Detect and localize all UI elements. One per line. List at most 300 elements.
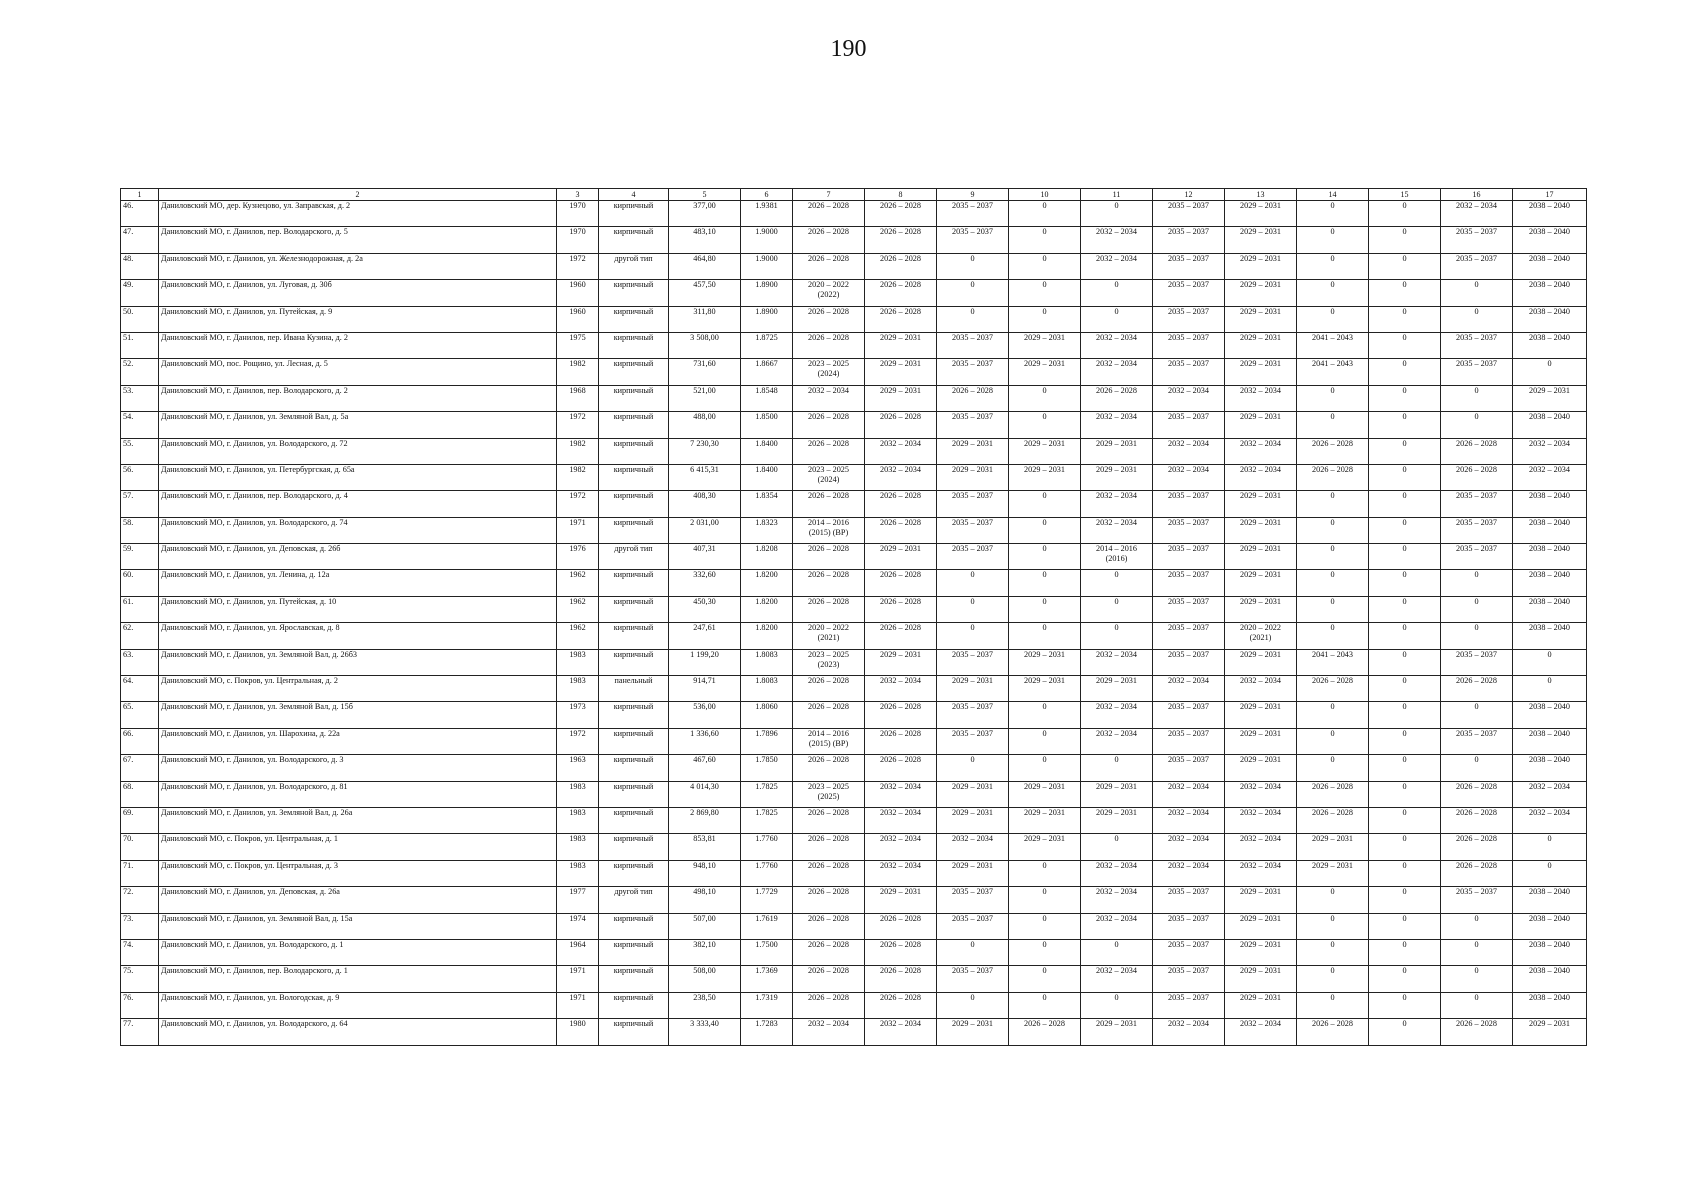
row-number-cell: 53. bbox=[121, 385, 159, 411]
table-cell: 2038 – 2040 bbox=[1513, 939, 1587, 965]
table-cell: 731,60 bbox=[669, 359, 741, 385]
table-cell: 2026 – 2028 bbox=[1297, 438, 1369, 464]
table-cell: 0 bbox=[1369, 676, 1441, 702]
table-cell: 2026 – 2028 bbox=[865, 966, 937, 992]
column-header-3: 3 bbox=[557, 189, 599, 201]
table-cell: 0 bbox=[1369, 359, 1441, 385]
table-cell: 2032 – 2034 bbox=[1153, 676, 1225, 702]
table-cell: 2029 – 2031 bbox=[1225, 544, 1297, 570]
address-cell: Даниловский МО, с. Покров, ул. Центральная, д. 2 bbox=[159, 676, 557, 702]
table-cell: 0 bbox=[1369, 649, 1441, 675]
table-cell: 2035 – 2037 bbox=[1153, 491, 1225, 517]
table-row bbox=[121, 781, 1587, 807]
table-cell: 2032 – 2034 bbox=[1153, 807, 1225, 833]
table-cell: 0 bbox=[1009, 570, 1081, 596]
row-number-cell: 77. bbox=[121, 1019, 159, 1045]
table-cell: 2026 – 2028 bbox=[1441, 676, 1513, 702]
address-cell: Даниловский МО, г. Данилов, ул. Луговая, д. 30б bbox=[159, 280, 557, 306]
table-cell: 2029 – 2031 bbox=[1225, 728, 1297, 754]
table-cell: 2026 – 2028 bbox=[1297, 1019, 1369, 1045]
table-cell: 1.7825 bbox=[741, 781, 793, 807]
table-cell: 2032 – 2034 bbox=[1225, 1019, 1297, 1045]
table-cell: 0 bbox=[1369, 939, 1441, 965]
table-cell: 2038 – 2040 bbox=[1513, 517, 1587, 543]
table-cell: кирпичный bbox=[599, 781, 669, 807]
table-cell: 2032 – 2034 bbox=[1153, 438, 1225, 464]
table-cell: 2026 – 2028 bbox=[793, 992, 865, 1018]
table-cell: 507,00 bbox=[669, 913, 741, 939]
table-cell: 0 bbox=[1297, 412, 1369, 438]
table-cell: кирпичный bbox=[599, 939, 669, 965]
table-cell: 2029 – 2031 bbox=[1009, 781, 1081, 807]
table-cell: 1.8083 bbox=[741, 676, 793, 702]
table-cell: 2041 – 2043 bbox=[1297, 332, 1369, 358]
table-cell: 0 bbox=[1081, 201, 1153, 227]
table-cell: 2029 – 2031 bbox=[1009, 359, 1081, 385]
table-cell: 2032 – 2034 bbox=[1153, 781, 1225, 807]
table-cell: 2032 – 2034 bbox=[937, 834, 1009, 860]
table-cell: 6 415,31 bbox=[669, 464, 741, 490]
table-cell: 0 bbox=[937, 992, 1009, 1018]
table-cell: 2032 – 2034 bbox=[1225, 385, 1297, 411]
table-cell: 1.7896 bbox=[741, 728, 793, 754]
table-cell: 0 bbox=[1297, 887, 1369, 913]
table-cell: 464,80 bbox=[669, 253, 741, 279]
table-cell: 2035 – 2037 bbox=[937, 728, 1009, 754]
table-cell: 1.7850 bbox=[741, 755, 793, 781]
table-cell: 0 bbox=[1009, 306, 1081, 332]
table-cell: 2029 – 2031 bbox=[1225, 966, 1297, 992]
table-cell: 2029 – 2031 bbox=[937, 807, 1009, 833]
table-cell: кирпичный bbox=[599, 755, 669, 781]
table-cell: кирпичный bbox=[599, 412, 669, 438]
table-row bbox=[121, 491, 1587, 517]
table-cell: 1 199,20 bbox=[669, 649, 741, 675]
table-cell: 0 bbox=[1369, 992, 1441, 1018]
table-cell: 2026 – 2028 bbox=[793, 201, 865, 227]
table-cell: кирпичный bbox=[599, 306, 669, 332]
table-cell: 0 bbox=[1081, 596, 1153, 622]
table-cell: 0 bbox=[1369, 887, 1441, 913]
table-cell: 2038 – 2040 bbox=[1513, 491, 1587, 517]
table-cell: 2032 – 2034 bbox=[1081, 359, 1153, 385]
table-cell: 2026 – 2028 bbox=[865, 755, 937, 781]
table-cell: 853,81 bbox=[669, 834, 741, 860]
table-cell: 0 bbox=[937, 623, 1009, 649]
table-cell: 2026 – 2028 bbox=[1081, 385, 1153, 411]
table-cell: 2032 – 2034 bbox=[1081, 517, 1153, 543]
table-cell: 0 bbox=[1297, 913, 1369, 939]
table-cell: 2035 – 2037 bbox=[1441, 544, 1513, 570]
table-cell: 2026 – 2028 bbox=[1441, 834, 1513, 860]
table-cell: 2032 – 2034 bbox=[1225, 807, 1297, 833]
table-cell: 1980 bbox=[557, 1019, 599, 1045]
table-cell: 0 bbox=[1009, 517, 1081, 543]
table-cell: кирпичный bbox=[599, 227, 669, 253]
table-cell: 2029 – 2031 bbox=[937, 464, 1009, 490]
table-cell: 408,30 bbox=[669, 491, 741, 517]
table-cell: кирпичный bbox=[599, 570, 669, 596]
table-cell: 2029 – 2031 bbox=[1225, 412, 1297, 438]
row-number-cell: 56. bbox=[121, 464, 159, 490]
table-cell: 2032 – 2034 bbox=[1081, 913, 1153, 939]
table-cell: 2020 – 2022 (2022) bbox=[793, 280, 865, 306]
table-cell: 2032 – 2034 bbox=[1225, 834, 1297, 860]
table-cell: 0 bbox=[937, 306, 1009, 332]
table-cell: кирпичный bbox=[599, 517, 669, 543]
table-cell: 2029 – 2031 bbox=[1225, 887, 1297, 913]
table-cell: 0 bbox=[1441, 306, 1513, 332]
table-cell: кирпичный bbox=[599, 280, 669, 306]
table-cell: 2029 – 2031 bbox=[1225, 596, 1297, 622]
table-cell: 0 bbox=[1369, 201, 1441, 227]
table-cell: 2029 – 2031 bbox=[1081, 1019, 1153, 1045]
column-header-8: 8 bbox=[865, 189, 937, 201]
table-cell: 2032 – 2034 bbox=[793, 1019, 865, 1045]
address-cell: Даниловский МО, г. Данилов, ул. Путейская, д. 9 bbox=[159, 306, 557, 332]
table-cell: 407,31 bbox=[669, 544, 741, 570]
table-cell: 2026 – 2028 bbox=[865, 728, 937, 754]
table-cell: 0 bbox=[1369, 702, 1441, 728]
table-cell: 2029 – 2031 bbox=[1225, 755, 1297, 781]
table-cell: 2026 – 2028 bbox=[865, 491, 937, 517]
table-cell: кирпичный bbox=[599, 913, 669, 939]
row-number-cell: 66. bbox=[121, 728, 159, 754]
table-cell: 2032 – 2034 bbox=[1153, 860, 1225, 886]
table-cell: 0 bbox=[1297, 517, 1369, 543]
table-cell: 0 bbox=[1009, 227, 1081, 253]
table-cell: 914,71 bbox=[669, 676, 741, 702]
table-cell: 2041 – 2043 bbox=[1297, 359, 1369, 385]
address-cell: Даниловский МО, г. Данилов, ул. Вологодская, д. 9 bbox=[159, 992, 557, 1018]
table-cell: 2026 – 2028 bbox=[1441, 1019, 1513, 1045]
table-cell: 2038 – 2040 bbox=[1513, 755, 1587, 781]
table-cell: 0 bbox=[1441, 412, 1513, 438]
table-cell: 2032 – 2034 bbox=[865, 781, 937, 807]
table-cell: 2029 – 2031 bbox=[865, 332, 937, 358]
table-cell: 2029 – 2031 bbox=[1225, 913, 1297, 939]
table-cell: 0 bbox=[1297, 491, 1369, 517]
table-row bbox=[121, 464, 1587, 490]
table-cell: 2023 – 2025 (2023) bbox=[793, 649, 865, 675]
housing-repair-schedule-table bbox=[120, 188, 1587, 1046]
table-cell: 2035 – 2037 bbox=[937, 702, 1009, 728]
table-cell: 2032 – 2034 bbox=[793, 385, 865, 411]
table-cell: 2032 – 2034 bbox=[1081, 887, 1153, 913]
table-cell: 0 bbox=[1369, 332, 1441, 358]
table-cell: 1.8323 bbox=[741, 517, 793, 543]
table-cell: 2029 – 2031 bbox=[1225, 570, 1297, 596]
address-cell: Даниловский МО, г. Данилов, ул. Железнодорожная, д. 2а bbox=[159, 253, 557, 279]
table-cell: 0 bbox=[1513, 676, 1587, 702]
table-cell: 2035 – 2037 bbox=[937, 649, 1009, 675]
table-cell: 0 bbox=[1297, 755, 1369, 781]
table-cell: 0 bbox=[1297, 728, 1369, 754]
table-cell: 2035 – 2037 bbox=[937, 517, 1009, 543]
address-cell: Даниловский МО, г. Данилов, ул. Володарского, д. 1 bbox=[159, 939, 557, 965]
table-row bbox=[121, 887, 1587, 913]
table-cell: 2032 – 2034 bbox=[1513, 781, 1587, 807]
table-row bbox=[121, 306, 1587, 332]
table-cell: 1972 bbox=[557, 491, 599, 517]
table-cell: 2026 – 2028 bbox=[1441, 781, 1513, 807]
table-cell: 0 bbox=[1369, 860, 1441, 886]
table-cell: 0 bbox=[1081, 834, 1153, 860]
table-row bbox=[121, 438, 1587, 464]
table-cell: 2026 – 2028 bbox=[865, 992, 937, 1018]
table-cell: 0 bbox=[1369, 728, 1441, 754]
column-header-16: 16 bbox=[1441, 189, 1513, 201]
table-cell: 1983 bbox=[557, 807, 599, 833]
table-cell: 2029 – 2031 bbox=[1009, 332, 1081, 358]
table-cell: 1970 bbox=[557, 201, 599, 227]
table-cell: 0 bbox=[1369, 570, 1441, 596]
table-cell: 2035 – 2037 bbox=[937, 491, 1009, 517]
table-cell: 2026 – 2028 bbox=[1297, 464, 1369, 490]
table-cell: 2032 – 2034 bbox=[1513, 807, 1587, 833]
table-cell: 2032 – 2034 bbox=[1081, 253, 1153, 279]
table-cell: кирпичный bbox=[599, 623, 669, 649]
table-row bbox=[121, 676, 1587, 702]
table-cell: 2041 – 2043 bbox=[1297, 649, 1369, 675]
address-cell: Даниловский МО, с. Покров, ул. Центральная, д. 3 bbox=[159, 860, 557, 886]
table-cell: 2035 – 2037 bbox=[1153, 253, 1225, 279]
table-cell: кирпичный bbox=[599, 1019, 669, 1045]
table-cell: 2026 – 2028 bbox=[1441, 464, 1513, 490]
table-cell: 1962 bbox=[557, 623, 599, 649]
table-cell: 0 bbox=[1081, 992, 1153, 1018]
table-cell: 2035 – 2037 bbox=[1441, 332, 1513, 358]
table-cell: 2035 – 2037 bbox=[937, 544, 1009, 570]
table-cell: 2029 – 2031 bbox=[1225, 253, 1297, 279]
table-cell: 2029 – 2031 bbox=[1009, 807, 1081, 833]
address-cell: Даниловский МО, г. Данилов, пер. Ивана Кузина, д. 2 bbox=[159, 332, 557, 358]
table-cell: 1.7369 bbox=[741, 966, 793, 992]
table-cell: 0 bbox=[1297, 253, 1369, 279]
table-cell: 0 bbox=[1009, 596, 1081, 622]
table-row bbox=[121, 412, 1587, 438]
table-cell: 2014 – 2016 (2015) (ВР) bbox=[793, 728, 865, 754]
table-cell: 0 bbox=[1369, 491, 1441, 517]
table-cell: 2032 – 2034 bbox=[1225, 464, 1297, 490]
table-cell: 2026 – 2028 bbox=[793, 306, 865, 332]
table-cell: 450,30 bbox=[669, 596, 741, 622]
table-cell: 2029 – 2031 bbox=[937, 676, 1009, 702]
table-cell: 2029 – 2031 bbox=[1009, 649, 1081, 675]
table-cell: 1970 bbox=[557, 227, 599, 253]
table-cell: 0 bbox=[1297, 227, 1369, 253]
table-cell: 0 bbox=[1297, 544, 1369, 570]
table-cell: 1982 bbox=[557, 464, 599, 490]
address-cell: Даниловский МО, с. Покров, ул. Центральная, д. 1 bbox=[159, 834, 557, 860]
row-number-cell: 54. bbox=[121, 412, 159, 438]
table-cell: 2035 – 2037 bbox=[1153, 966, 1225, 992]
table-cell: 1.8354 bbox=[741, 491, 793, 517]
table-cell: 2032 – 2034 bbox=[1081, 332, 1153, 358]
table-cell: 1971 bbox=[557, 992, 599, 1018]
table-cell: 1.7729 bbox=[741, 887, 793, 913]
table-cell: 2029 – 2031 bbox=[937, 1019, 1009, 1045]
header-row bbox=[121, 189, 1587, 201]
table-cell: кирпичный bbox=[599, 807, 669, 833]
table-cell: 2023 – 2025 (2024) bbox=[793, 464, 865, 490]
table-cell: 0 bbox=[1297, 939, 1369, 965]
table-cell: 247,61 bbox=[669, 623, 741, 649]
table-cell: 0 bbox=[1369, 834, 1441, 860]
table-cell: 0 bbox=[1369, 755, 1441, 781]
table-cell: 0 bbox=[937, 755, 1009, 781]
table-cell: 0 bbox=[1513, 860, 1587, 886]
table-cell: 1.9381 bbox=[741, 201, 793, 227]
table-cell: кирпичный bbox=[599, 438, 669, 464]
table-cell: 2035 – 2037 bbox=[1153, 887, 1225, 913]
table-cell: 1.8400 bbox=[741, 438, 793, 464]
table-cell: 2038 – 2040 bbox=[1513, 887, 1587, 913]
table-cell: 1972 bbox=[557, 412, 599, 438]
row-number-cell: 69. bbox=[121, 807, 159, 833]
column-header-12: 12 bbox=[1153, 189, 1225, 201]
column-header-1: 1 bbox=[121, 189, 159, 201]
table-cell: 7 230,30 bbox=[669, 438, 741, 464]
table-row bbox=[121, 860, 1587, 886]
column-header-9: 9 bbox=[937, 189, 1009, 201]
table-cell: кирпичный bbox=[599, 596, 669, 622]
table-cell: 0 bbox=[1441, 570, 1513, 596]
table-cell: 0 bbox=[1513, 834, 1587, 860]
table-cell: 2032 – 2034 bbox=[1081, 966, 1153, 992]
table-cell: 0 bbox=[1009, 412, 1081, 438]
row-number-cell: 64. bbox=[121, 676, 159, 702]
table-cell: 508,00 bbox=[669, 966, 741, 992]
table-cell: 2026 – 2028 bbox=[865, 412, 937, 438]
table-cell: 0 bbox=[1081, 755, 1153, 781]
table-cell: 2035 – 2037 bbox=[937, 201, 1009, 227]
table-cell: 0 bbox=[1297, 201, 1369, 227]
table-cell: 1973 bbox=[557, 702, 599, 728]
table-cell: 2035 – 2037 bbox=[1153, 570, 1225, 596]
table-cell: 1.7760 bbox=[741, 860, 793, 886]
table-cell: 0 bbox=[1441, 623, 1513, 649]
table-cell: кирпичный bbox=[599, 385, 669, 411]
table-cell: 0 bbox=[1297, 702, 1369, 728]
table-cell: 2026 – 2028 bbox=[865, 306, 937, 332]
table-cell: 2029 – 2031 bbox=[1081, 676, 1153, 702]
table-cell: 2026 – 2028 bbox=[1297, 807, 1369, 833]
table-cell: 2029 – 2031 bbox=[1225, 702, 1297, 728]
table-cell: 2029 – 2031 bbox=[865, 887, 937, 913]
row-number-cell: 65. bbox=[121, 702, 159, 728]
address-cell: Даниловский МО, г. Данилов, ул. Земляной Вал, д. 15б bbox=[159, 702, 557, 728]
table-cell: 2026 – 2028 bbox=[1297, 676, 1369, 702]
column-header-7: 7 bbox=[793, 189, 865, 201]
table-cell: другой тип bbox=[599, 887, 669, 913]
table-cell: 0 bbox=[1369, 1019, 1441, 1045]
table-cell: 2029 – 2031 bbox=[1009, 676, 1081, 702]
table-cell: 1977 bbox=[557, 887, 599, 913]
address-cell: Даниловский МО, г. Данилов, ул. Володарского, д. 74 bbox=[159, 517, 557, 543]
table-cell: 2026 – 2028 bbox=[865, 623, 937, 649]
table-cell: 2032 – 2034 bbox=[865, 676, 937, 702]
table-cell: 1.9000 bbox=[741, 253, 793, 279]
table-cell: 2029 – 2031 bbox=[1225, 649, 1297, 675]
table-cell: 2032 – 2034 bbox=[1441, 201, 1513, 227]
page-number: 190 bbox=[830, 36, 867, 62]
address-cell: Даниловский МО, пос. Рощино, ул. Лесная, д. 5 bbox=[159, 359, 557, 385]
table-header bbox=[121, 189, 1587, 201]
table-cell: 1960 bbox=[557, 306, 599, 332]
table-cell: 488,00 bbox=[669, 412, 741, 438]
table-cell: 2035 – 2037 bbox=[1441, 887, 1513, 913]
table-cell: 0 bbox=[1009, 755, 1081, 781]
row-number-cell: 58. bbox=[121, 517, 159, 543]
table-cell: 2023 – 2025 (2025) bbox=[793, 781, 865, 807]
table-cell: 2035 – 2037 bbox=[1441, 253, 1513, 279]
table-cell: 2035 – 2037 bbox=[1441, 227, 1513, 253]
table-cell: 2035 – 2037 bbox=[1153, 544, 1225, 570]
table-cell: 2029 – 2031 bbox=[865, 544, 937, 570]
table-cell: 2035 – 2037 bbox=[1153, 939, 1225, 965]
row-number-cell: 62. bbox=[121, 623, 159, 649]
table-cell: 2032 – 2034 bbox=[1081, 227, 1153, 253]
table-cell: 1976 bbox=[557, 544, 599, 570]
table-cell: 2032 – 2034 bbox=[865, 860, 937, 886]
table-cell: 2026 – 2028 bbox=[865, 596, 937, 622]
table-cell: 2032 – 2034 bbox=[865, 834, 937, 860]
table-cell: 2026 – 2028 bbox=[793, 544, 865, 570]
table-cell: 2026 – 2028 bbox=[1441, 438, 1513, 464]
table-cell: 2029 – 2031 bbox=[937, 438, 1009, 464]
table-cell: 0 bbox=[1369, 464, 1441, 490]
table-cell: 2029 – 2031 bbox=[1225, 359, 1297, 385]
table-row bbox=[121, 807, 1587, 833]
table-cell: 0 bbox=[1297, 992, 1369, 1018]
table-cell: 2035 – 2037 bbox=[937, 412, 1009, 438]
table-cell: 0 bbox=[1513, 359, 1587, 385]
table-cell: кирпичный bbox=[599, 992, 669, 1018]
table-cell: 0 bbox=[1081, 306, 1153, 332]
table-cell: 2026 – 2028 bbox=[865, 227, 937, 253]
address-cell: Даниловский МО, г. Данилов, пер. Володарского, д. 4 bbox=[159, 491, 557, 517]
table-cell: 0 bbox=[1441, 939, 1513, 965]
table-cell: 0 bbox=[1369, 227, 1441, 253]
table-cell: 2023 – 2025 (2024) bbox=[793, 359, 865, 385]
table-row bbox=[121, 939, 1587, 965]
table-cell: кирпичный bbox=[599, 728, 669, 754]
address-cell: Даниловский МО, г. Данилов, ул. Путейская, д. 10 bbox=[159, 596, 557, 622]
table-cell: 1.8208 bbox=[741, 544, 793, 570]
table-cell: 0 bbox=[1441, 702, 1513, 728]
table-cell: 1.8900 bbox=[741, 280, 793, 306]
table-cell: 2032 – 2034 bbox=[1153, 385, 1225, 411]
table-cell: кирпичный bbox=[599, 649, 669, 675]
table-cell: 2035 – 2037 bbox=[937, 332, 1009, 358]
row-number-cell: 70. bbox=[121, 834, 159, 860]
table-cell: 2 031,00 bbox=[669, 517, 741, 543]
table-cell: 1964 bbox=[557, 939, 599, 965]
table-cell: кирпичный bbox=[599, 860, 669, 886]
table-cell: 2 869,80 bbox=[669, 807, 741, 833]
table-cell: 2035 – 2037 bbox=[1441, 728, 1513, 754]
table-cell: 2029 – 2031 bbox=[1225, 992, 1297, 1018]
table-cell: 2026 – 2028 bbox=[793, 860, 865, 886]
table-cell: 2014 – 2016 (2016) bbox=[1081, 544, 1153, 570]
table-cell: 2029 – 2031 bbox=[1225, 517, 1297, 543]
row-number-cell: 72. bbox=[121, 887, 159, 913]
table-cell: 2038 – 2040 bbox=[1513, 306, 1587, 332]
table-cell: 1.8548 bbox=[741, 385, 793, 411]
address-cell: Даниловский МО, дер. Кузнецово, ул. Заправская, д. 2 bbox=[159, 201, 557, 227]
table-cell: 1983 bbox=[557, 649, 599, 675]
